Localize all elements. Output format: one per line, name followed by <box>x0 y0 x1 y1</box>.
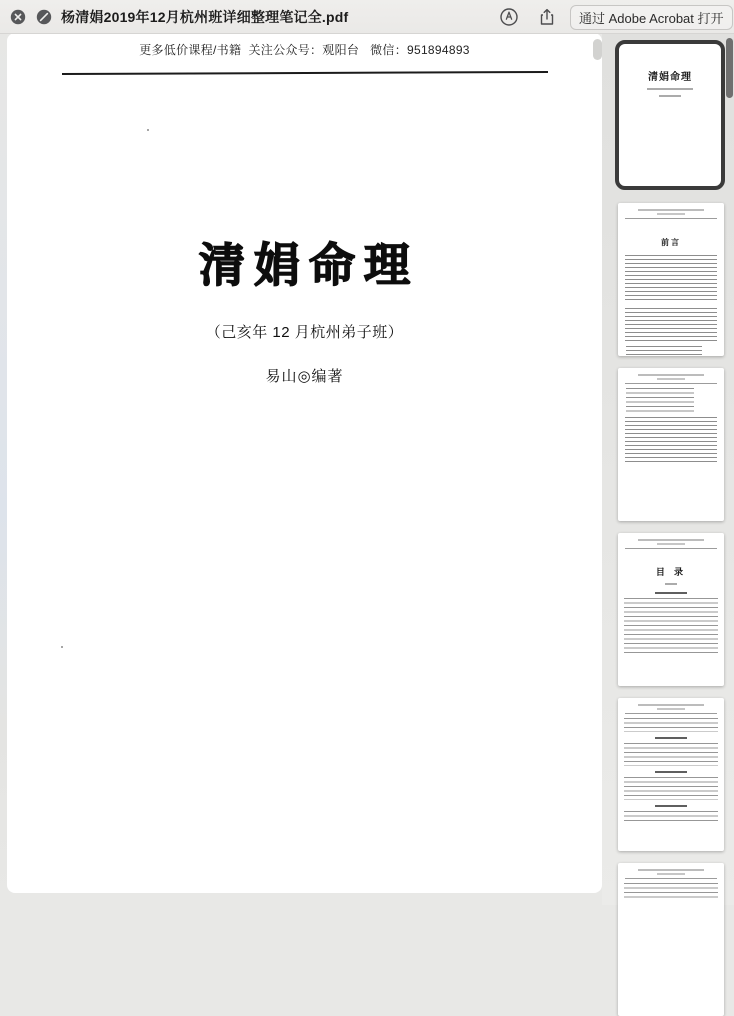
thumb-toc-block <box>624 718 718 732</box>
thumb-text-block <box>625 255 717 303</box>
thumb-header-line <box>638 539 704 541</box>
thumb-section-line <box>655 592 687 594</box>
open-with-acrobat-button[interactable]: 通过 Adobe Acrobat 打开 <box>570 5 733 30</box>
pdf-header-rule <box>62 71 548 75</box>
thumb-header-line2 <box>657 708 685 710</box>
thumb4-title: 目 录 <box>655 568 687 578</box>
thumb-center-line <box>665 583 678 585</box>
thumb-header-line <box>638 704 704 706</box>
thumb-text-block <box>625 417 717 465</box>
sidebar-scrollbar-thumb[interactable] <box>726 38 733 98</box>
share-icon[interactable] <box>537 7 557 27</box>
thumb-header-line <box>638 374 704 376</box>
thumb-toc-block <box>624 598 718 656</box>
window-left-margin <box>0 33 7 905</box>
thumb-section-line <box>655 771 687 773</box>
thumb-rule <box>625 548 716 549</box>
pdf-main-title: 清娟命理 <box>199 238 419 292</box>
window-title: 杨清娟2019年12月杭州班详细整理笔记全.pdf <box>61 8 349 25</box>
pdf-page <box>7 33 602 893</box>
thumb2-title: 前言 <box>661 237 681 247</box>
thumb-header-line2 <box>657 543 685 545</box>
pdf-author: 易山◎编著 <box>265 368 344 385</box>
thumb-rule <box>625 383 716 384</box>
thumb-list-block <box>626 388 694 414</box>
thumb-text-block <box>625 308 717 342</box>
thumb1-subtitle-line <box>647 88 694 90</box>
thumb-text-block <box>626 346 702 356</box>
thumb-toc-block <box>624 883 718 901</box>
thumb-toc-block <box>624 777 718 800</box>
markup-pencil-icon[interactable] <box>499 7 519 27</box>
thumbnail-page-4[interactable] <box>618 533 724 686</box>
thumb-header-line2 <box>657 213 685 215</box>
thumbnail-page-5[interactable] <box>618 698 724 851</box>
prohibit-icon[interactable] <box>36 9 52 25</box>
thumb1-title: 清娟命理 <box>648 72 692 83</box>
thumb-toc-block <box>624 743 718 766</box>
close-icon[interactable] <box>10 9 26 25</box>
thumb-toc-block <box>624 811 718 821</box>
thumb-header-line <box>638 209 704 211</box>
thumb-rule <box>625 218 716 219</box>
main-scrollbar-thumb[interactable] <box>593 39 602 60</box>
scan-speck <box>61 646 63 648</box>
titlebar <box>0 0 734 34</box>
pdf-subtitle: （己亥年 12 月杭州弟子班） <box>205 324 404 341</box>
thumb-section-line <box>655 737 687 739</box>
thumbnail-sidebar <box>602 33 734 905</box>
thumbnail-page-3[interactable] <box>618 368 724 521</box>
pdf-header-line: 更多低价课程/书籍 关注公众号：观阳台 微信：951894893 <box>139 43 470 57</box>
thumbnail-page-1[interactable] <box>615 40 725 190</box>
thumb1-author-line <box>659 95 681 97</box>
thumbnail-page-2[interactable] <box>618 203 724 356</box>
thumb-header-line2 <box>657 378 685 380</box>
thumb-section-line <box>655 805 687 807</box>
thumb-rule <box>625 878 716 879</box>
thumbnail-page-6[interactable] <box>618 863 724 1016</box>
thumb-rule <box>625 713 716 714</box>
thumb-header-line2 <box>657 873 685 875</box>
thumb-header-line <box>638 869 704 871</box>
scan-speck <box>147 129 149 131</box>
